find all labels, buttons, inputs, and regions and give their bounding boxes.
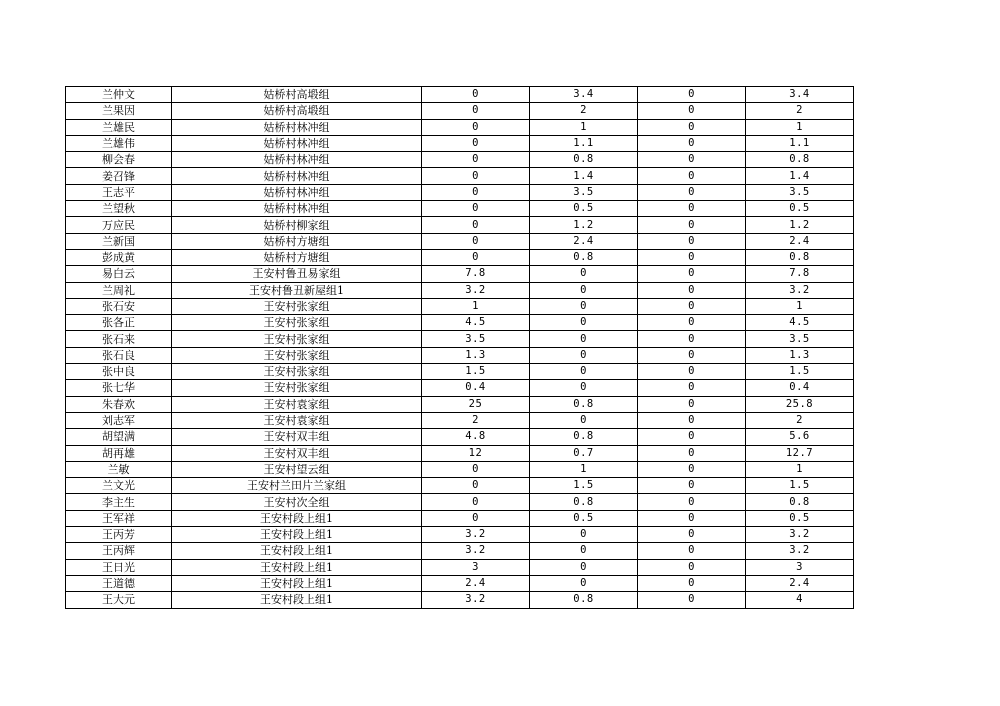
value-b-cell: 3.5 bbox=[530, 184, 638, 200]
total-cell: 0.5 bbox=[746, 510, 854, 526]
total-cell: 3.2 bbox=[746, 527, 854, 543]
total-cell: 1.5 bbox=[746, 364, 854, 380]
value-a-cell: 4.5 bbox=[422, 315, 530, 331]
name-cell: 王军祥 bbox=[66, 510, 172, 526]
name-cell: 胡再雄 bbox=[66, 445, 172, 461]
table-row bbox=[66, 135, 854, 151]
value-c-cell: 0 bbox=[638, 184, 746, 200]
location-cell: 王安村张家组 bbox=[172, 364, 422, 380]
value-b-cell: 1 bbox=[530, 461, 638, 477]
name-cell: 兰果因 bbox=[66, 103, 172, 119]
total-cell: 0.8 bbox=[746, 249, 854, 265]
value-c-cell: 0 bbox=[638, 478, 746, 494]
name-cell: 兰雄民 bbox=[66, 119, 172, 135]
total-cell: 3.5 bbox=[746, 184, 854, 200]
name-cell: 王道德 bbox=[66, 575, 172, 591]
value-b-cell: 0 bbox=[530, 266, 638, 282]
value-c-cell: 0 bbox=[638, 135, 746, 151]
value-b-cell: 0 bbox=[530, 559, 638, 575]
name-cell: 张七华 bbox=[66, 380, 172, 396]
value-a-cell: 2.4 bbox=[422, 575, 530, 591]
name-cell: 兰敏 bbox=[66, 461, 172, 477]
value-b-cell: 2.4 bbox=[530, 233, 638, 249]
location-cell: 王安村张家组 bbox=[172, 298, 422, 314]
value-a-cell: 0 bbox=[422, 168, 530, 184]
location-cell: 姑桥村林冲组 bbox=[172, 201, 422, 217]
value-c-cell: 0 bbox=[638, 494, 746, 510]
table-row bbox=[66, 592, 854, 608]
table-row bbox=[66, 461, 854, 477]
value-a-cell: 3.2 bbox=[422, 282, 530, 298]
location-cell: 王安村兰田片兰家组 bbox=[172, 478, 422, 494]
value-c-cell: 0 bbox=[638, 412, 746, 428]
value-a-cell: 1 bbox=[422, 298, 530, 314]
table-row bbox=[66, 494, 854, 510]
name-cell: 王丙辉 bbox=[66, 543, 172, 559]
value-a-cell: 3.2 bbox=[422, 543, 530, 559]
name-cell: 张石来 bbox=[66, 331, 172, 347]
value-b-cell: 0 bbox=[530, 380, 638, 396]
value-b-cell: 0 bbox=[530, 282, 638, 298]
value-c-cell: 0 bbox=[638, 119, 746, 135]
location-cell: 姑桥村林冲组 bbox=[172, 135, 422, 151]
table-row bbox=[66, 87, 854, 103]
table-row bbox=[66, 249, 854, 265]
value-a-cell: 3.5 bbox=[422, 331, 530, 347]
value-c-cell: 0 bbox=[638, 396, 746, 412]
value-b-cell: 1.4 bbox=[530, 168, 638, 184]
value-a-cell: 0 bbox=[422, 494, 530, 510]
value-b-cell: 0 bbox=[530, 315, 638, 331]
value-c-cell: 0 bbox=[638, 249, 746, 265]
total-cell: 2 bbox=[746, 103, 854, 119]
value-a-cell: 0 bbox=[422, 135, 530, 151]
value-b-cell: 2 bbox=[530, 103, 638, 119]
name-cell: 朱春欢 bbox=[66, 396, 172, 412]
table-row bbox=[66, 233, 854, 249]
name-cell: 张石安 bbox=[66, 298, 172, 314]
name-cell: 兰仲文 bbox=[66, 87, 172, 103]
table-row bbox=[66, 510, 854, 526]
name-cell: 兰望秋 bbox=[66, 201, 172, 217]
table-row bbox=[66, 575, 854, 591]
table-row bbox=[66, 429, 854, 445]
value-b-cell: 0 bbox=[530, 575, 638, 591]
data-table bbox=[65, 86, 854, 609]
value-b-cell: 0 bbox=[530, 412, 638, 428]
value-b-cell: 0.8 bbox=[530, 152, 638, 168]
value-a-cell: 12 bbox=[422, 445, 530, 461]
name-cell: 兰周礼 bbox=[66, 282, 172, 298]
table-row bbox=[66, 445, 854, 461]
value-a-cell: 0 bbox=[422, 87, 530, 103]
location-cell: 王安村鲁丑易家组 bbox=[172, 266, 422, 282]
table-body bbox=[66, 87, 854, 609]
name-cell: 易白云 bbox=[66, 266, 172, 282]
value-b-cell: 0 bbox=[530, 543, 638, 559]
value-b-cell: 0 bbox=[530, 364, 638, 380]
value-c-cell: 0 bbox=[638, 331, 746, 347]
total-cell: 3.5 bbox=[746, 331, 854, 347]
location-cell: 姑桥村柳家组 bbox=[172, 217, 422, 233]
value-b-cell: 0.7 bbox=[530, 445, 638, 461]
table-row bbox=[66, 168, 854, 184]
total-cell: 7.8 bbox=[746, 266, 854, 282]
total-cell: 1 bbox=[746, 298, 854, 314]
name-cell: 兰新国 bbox=[66, 233, 172, 249]
value-c-cell: 0 bbox=[638, 364, 746, 380]
table-row bbox=[66, 527, 854, 543]
value-a-cell: 0.4 bbox=[422, 380, 530, 396]
total-cell: 25.8 bbox=[746, 396, 854, 412]
total-cell: 2.4 bbox=[746, 233, 854, 249]
value-c-cell: 0 bbox=[638, 510, 746, 526]
table-row bbox=[66, 103, 854, 119]
table-row bbox=[66, 364, 854, 380]
total-cell: 1.3 bbox=[746, 347, 854, 363]
location-cell: 王安村张家组 bbox=[172, 331, 422, 347]
value-c-cell: 0 bbox=[638, 298, 746, 314]
value-a-cell: 0 bbox=[422, 510, 530, 526]
value-b-cell: 0.5 bbox=[530, 510, 638, 526]
value-b-cell: 0.5 bbox=[530, 201, 638, 217]
value-c-cell: 0 bbox=[638, 201, 746, 217]
total-cell: 12.7 bbox=[746, 445, 854, 461]
location-cell: 王安村张家组 bbox=[172, 315, 422, 331]
total-cell: 1.2 bbox=[746, 217, 854, 233]
value-b-cell: 0.8 bbox=[530, 592, 638, 608]
location-cell: 姑桥村林冲组 bbox=[172, 184, 422, 200]
value-b-cell: 3.4 bbox=[530, 87, 638, 103]
value-a-cell: 25 bbox=[422, 396, 530, 412]
total-cell: 2.4 bbox=[746, 575, 854, 591]
name-cell: 张石良 bbox=[66, 347, 172, 363]
name-cell: 王丙芳 bbox=[66, 527, 172, 543]
location-cell: 王安村鲁丑新屋组1 bbox=[172, 282, 422, 298]
value-a-cell: 0 bbox=[422, 201, 530, 217]
total-cell: 0.8 bbox=[746, 494, 854, 510]
table-row bbox=[66, 266, 854, 282]
total-cell: 2 bbox=[746, 412, 854, 428]
table-row bbox=[66, 380, 854, 396]
total-cell: 4 bbox=[746, 592, 854, 608]
name-cell: 彭成黄 bbox=[66, 249, 172, 265]
table-row bbox=[66, 559, 854, 575]
name-cell: 万应民 bbox=[66, 217, 172, 233]
value-c-cell: 0 bbox=[638, 315, 746, 331]
value-c-cell: 0 bbox=[638, 168, 746, 184]
value-c-cell: 0 bbox=[638, 592, 746, 608]
name-cell: 刘志军 bbox=[66, 412, 172, 428]
name-cell: 王大元 bbox=[66, 592, 172, 608]
location-cell: 姑桥村林冲组 bbox=[172, 152, 422, 168]
table-row bbox=[66, 282, 854, 298]
value-a-cell: 0 bbox=[422, 119, 530, 135]
table-row bbox=[66, 217, 854, 233]
value-c-cell: 0 bbox=[638, 429, 746, 445]
total-cell: 3.2 bbox=[746, 543, 854, 559]
value-c-cell: 0 bbox=[638, 461, 746, 477]
value-c-cell: 0 bbox=[638, 445, 746, 461]
name-cell: 张各正 bbox=[66, 315, 172, 331]
table-row bbox=[66, 347, 854, 363]
location-cell: 姑桥村林冲组 bbox=[172, 168, 422, 184]
name-cell: 王志平 bbox=[66, 184, 172, 200]
value-c-cell: 0 bbox=[638, 575, 746, 591]
name-cell: 张中良 bbox=[66, 364, 172, 380]
value-a-cell: 1.3 bbox=[422, 347, 530, 363]
location-cell: 王安村张家组 bbox=[172, 380, 422, 396]
value-b-cell: 0.8 bbox=[530, 429, 638, 445]
value-c-cell: 0 bbox=[638, 347, 746, 363]
value-c-cell: 0 bbox=[638, 282, 746, 298]
total-cell: 1.5 bbox=[746, 478, 854, 494]
value-c-cell: 0 bbox=[638, 87, 746, 103]
value-a-cell: 3.2 bbox=[422, 592, 530, 608]
table-row bbox=[66, 152, 854, 168]
name-cell: 兰文光 bbox=[66, 478, 172, 494]
total-cell: 1 bbox=[746, 119, 854, 135]
value-a-cell: 0 bbox=[422, 184, 530, 200]
total-cell: 0.5 bbox=[746, 201, 854, 217]
name-cell: 李主生 bbox=[66, 494, 172, 510]
location-cell: 王安村袁家组 bbox=[172, 396, 422, 412]
location-cell: 王安村段上组1 bbox=[172, 575, 422, 591]
value-b-cell: 1.2 bbox=[530, 217, 638, 233]
location-cell: 王安村双丰组 bbox=[172, 445, 422, 461]
table-row bbox=[66, 201, 854, 217]
location-cell: 王安村段上组1 bbox=[172, 543, 422, 559]
value-c-cell: 0 bbox=[638, 103, 746, 119]
total-cell: 3 bbox=[746, 559, 854, 575]
value-c-cell: 0 bbox=[638, 266, 746, 282]
value-a-cell: 4.8 bbox=[422, 429, 530, 445]
value-b-cell: 1.1 bbox=[530, 135, 638, 151]
location-cell: 姑桥村方塘组 bbox=[172, 249, 422, 265]
location-cell: 王安村双丰组 bbox=[172, 429, 422, 445]
value-a-cell: 0 bbox=[422, 249, 530, 265]
total-cell: 0.8 bbox=[746, 152, 854, 168]
total-cell: 3.2 bbox=[746, 282, 854, 298]
value-a-cell: 0 bbox=[422, 233, 530, 249]
value-a-cell: 0 bbox=[422, 152, 530, 168]
value-c-cell: 0 bbox=[638, 527, 746, 543]
value-c-cell: 0 bbox=[638, 217, 746, 233]
value-b-cell: 0.8 bbox=[530, 396, 638, 412]
value-b-cell: 0.8 bbox=[530, 249, 638, 265]
value-b-cell: 0 bbox=[530, 331, 638, 347]
location-cell: 姑桥村林冲组 bbox=[172, 119, 422, 135]
table-row bbox=[66, 412, 854, 428]
value-a-cell: 3.2 bbox=[422, 527, 530, 543]
table-row bbox=[66, 184, 854, 200]
total-cell: 1 bbox=[746, 461, 854, 477]
total-cell: 1.1 bbox=[746, 135, 854, 151]
value-c-cell: 0 bbox=[638, 152, 746, 168]
value-a-cell: 0 bbox=[422, 217, 530, 233]
value-c-cell: 0 bbox=[638, 543, 746, 559]
name-cell: 兰雄伟 bbox=[66, 135, 172, 151]
value-b-cell: 0.8 bbox=[530, 494, 638, 510]
value-b-cell: 0 bbox=[530, 527, 638, 543]
total-cell: 5.6 bbox=[746, 429, 854, 445]
value-b-cell: 1 bbox=[530, 119, 638, 135]
value-a-cell: 7.8 bbox=[422, 266, 530, 282]
value-b-cell: 1.5 bbox=[530, 478, 638, 494]
name-cell: 柳会春 bbox=[66, 152, 172, 168]
name-cell: 王日光 bbox=[66, 559, 172, 575]
table-row bbox=[66, 478, 854, 494]
value-a-cell: 0 bbox=[422, 461, 530, 477]
name-cell: 胡望满 bbox=[66, 429, 172, 445]
value-c-cell: 0 bbox=[638, 233, 746, 249]
total-cell: 0.4 bbox=[746, 380, 854, 396]
location-cell: 王安村张家组 bbox=[172, 347, 422, 363]
total-cell: 4.5 bbox=[746, 315, 854, 331]
location-cell: 姑桥村高塅组 bbox=[172, 103, 422, 119]
value-a-cell: 0 bbox=[422, 103, 530, 119]
value-a-cell: 3 bbox=[422, 559, 530, 575]
value-b-cell: 0 bbox=[530, 347, 638, 363]
value-c-cell: 0 bbox=[638, 559, 746, 575]
total-cell: 1.4 bbox=[746, 168, 854, 184]
location-cell: 王安村望云组 bbox=[172, 461, 422, 477]
location-cell: 王安村段上组1 bbox=[172, 527, 422, 543]
value-b-cell: 0 bbox=[530, 298, 638, 314]
table-row bbox=[66, 543, 854, 559]
location-cell: 王安村段上组1 bbox=[172, 592, 422, 608]
location-cell: 王安村段上组1 bbox=[172, 559, 422, 575]
name-cell: 姜召锋 bbox=[66, 168, 172, 184]
location-cell: 姑桥村高塅组 bbox=[172, 87, 422, 103]
value-a-cell: 0 bbox=[422, 478, 530, 494]
table-row bbox=[66, 315, 854, 331]
value-a-cell: 2 bbox=[422, 412, 530, 428]
table-row bbox=[66, 298, 854, 314]
value-a-cell: 1.5 bbox=[422, 364, 530, 380]
value-c-cell: 0 bbox=[638, 380, 746, 396]
table-row bbox=[66, 331, 854, 347]
table-row bbox=[66, 119, 854, 135]
total-cell: 3.4 bbox=[746, 87, 854, 103]
location-cell: 王安村段上组1 bbox=[172, 510, 422, 526]
location-cell: 王安村次全组 bbox=[172, 494, 422, 510]
location-cell: 姑桥村方塘组 bbox=[172, 233, 422, 249]
location-cell: 王安村袁家组 bbox=[172, 412, 422, 428]
table-row bbox=[66, 396, 854, 412]
